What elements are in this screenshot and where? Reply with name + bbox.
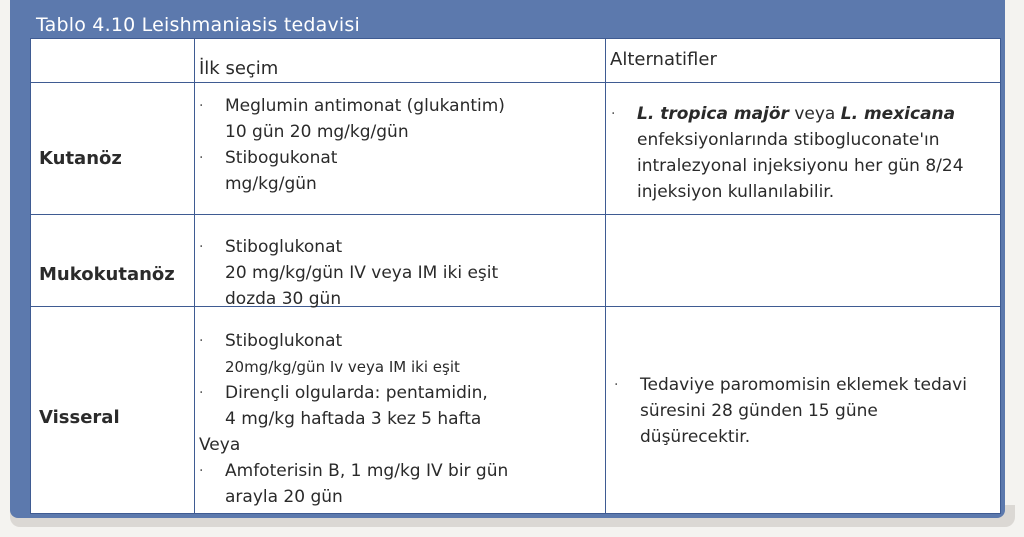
first-choice-kutanoz	[199, 93, 505, 197]
bullet: ·	[199, 463, 204, 479]
header-alternatives: Alternatifler	[610, 49, 717, 70]
list-item: · Amfoterisin B, 1 mg/kg IV bir gün	[199, 458, 508, 484]
column-divider	[194, 39, 195, 513]
bullet: ·	[199, 239, 204, 255]
list-item: arayla 20 gün	[225, 487, 343, 507]
list-item: · Stibogukonat	[199, 145, 505, 171]
alternatives-visseral	[614, 372, 967, 450]
row-label-kutanoz: Kutanöz	[39, 148, 122, 169]
row-divider	[31, 306, 1000, 307]
row-label-visseral: Visseral	[39, 407, 120, 428]
row-divider	[31, 214, 1000, 215]
list-item: 20 mg/kg/gün IV veya IM iki eşit	[225, 263, 499, 283]
list-item: mg/kg/gün	[225, 174, 317, 194]
bullet: ·	[199, 150, 204, 166]
list-item: düşürecektir.	[640, 427, 751, 447]
first-choice-mukokutanoz	[199, 234, 498, 312]
list-item: enfeksiyonlarında stibogluconate'ın	[637, 130, 940, 150]
treatment-table	[30, 38, 1001, 514]
table-title: Tablo 4.10 Leishmaniasis tedavisi	[36, 14, 360, 36]
list-item: 4 mg/kg haftada 3 kez 5 hafta	[225, 409, 482, 429]
row-divider	[31, 82, 1000, 83]
bullet: ·	[611, 106, 616, 122]
list-item: · Meglumin antimonat (glukantim)	[199, 93, 505, 119]
row-label-mukokutanoz: Mukokutanöz	[39, 264, 175, 285]
list-item: süresini 28 günden 15 güne	[640, 401, 878, 421]
list-item: injeksiyon kullanılabilir.	[637, 182, 835, 202]
list-item: · Tedaviye paromomisin eklemek tedavi	[614, 372, 967, 398]
list-item: intralezyonal injeksiyonu her gün 8/24	[637, 156, 964, 176]
list-item: 20mg/kg/gün Iv veya IM iki eşit	[225, 358, 460, 376]
list-item: 10 gün 20 mg/kg/gün	[225, 122, 409, 142]
list-item: · Dirençli olgularda: pentamidin,	[199, 380, 508, 406]
bullet: ·	[199, 98, 204, 114]
list-item: · L. tropica majör veya L. mexicana	[611, 101, 964, 127]
header-first-choice: İlk seçim	[199, 58, 279, 79]
alternatives-kutanoz	[611, 101, 964, 205]
column-divider	[605, 39, 606, 513]
first-choice-visseral	[199, 328, 508, 510]
bullet: ·	[199, 333, 204, 349]
list-item: Veya	[199, 435, 241, 455]
bullet: ·	[614, 377, 619, 393]
list-item: · Stiboglukonat	[199, 234, 498, 260]
list-item: · Stiboglukonat	[199, 328, 508, 354]
bullet: ·	[199, 385, 204, 401]
list-item: dozda 30 gün	[225, 289, 342, 309]
